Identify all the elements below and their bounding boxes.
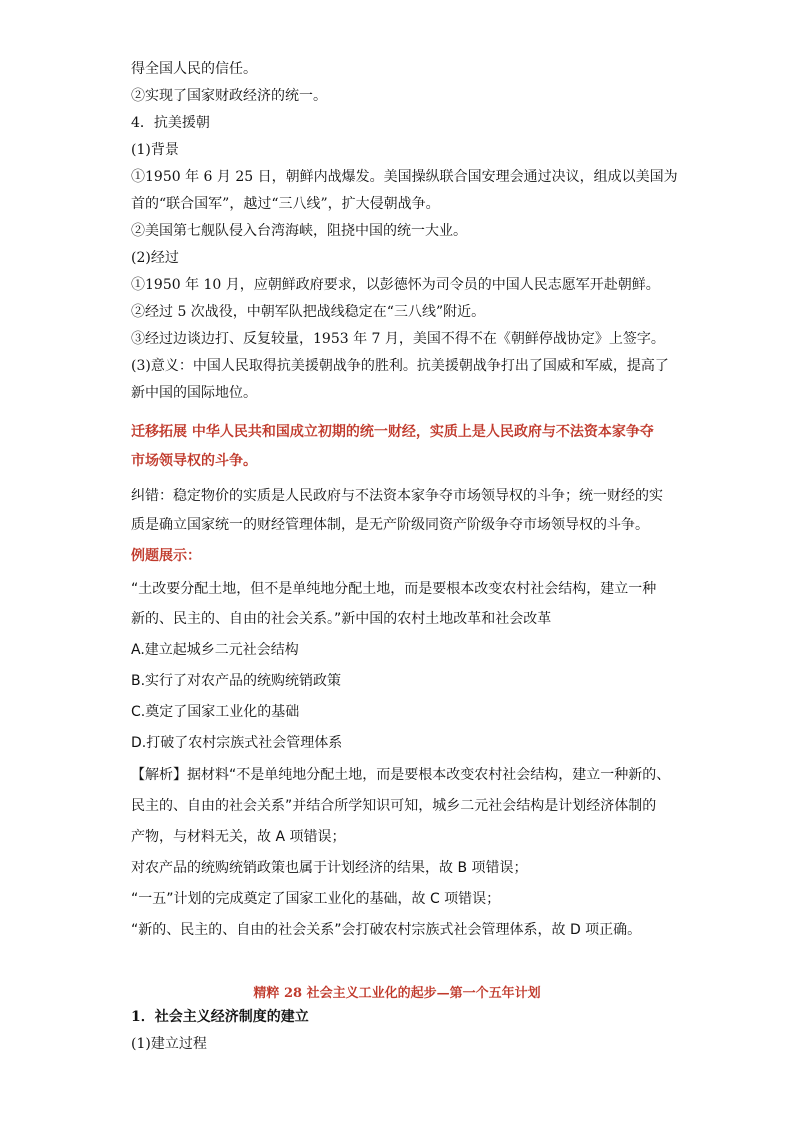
analysis-text: 民主的、自由的社会关系”并结合所学知识可知，城乡二元社会结构是计划经济体制的 xyxy=(131,798,657,814)
analysis-text: 产物，与材料无关，故 A 项错误； xyxy=(131,829,346,845)
correction-text: 纠错：稳定物价的实质是人民政府与不法资本家争夺市场领导权的斗争；统一财经的实 xyxy=(131,488,663,504)
text-line: 得全国人民的信任。 xyxy=(131,61,257,77)
question-stem: “土改要分配土地，但不是单纯地分配土地，而是要根本改变农村社会结构，建立一种 xyxy=(131,581,657,597)
text-line: ②实现了国家财政经济的统一。 xyxy=(131,88,327,104)
text-line: 新中国的国际地位。 xyxy=(131,385,257,401)
analysis-text: “一五”计划的完成奠定了国家工业化的基础，故 C 项错误； xyxy=(131,891,501,907)
text-line: (3)意义：中国人民取得抗美援朝战争的胜利。抗美援朝战争打出了国威和军威，提高了 xyxy=(131,358,669,374)
text-line: ①1950 年 6 月 25 日，朝鲜内战爆发。美国操纵联合国安理会通过决议，组成以美国为 xyxy=(131,169,678,185)
subheading: (1)建立过程 xyxy=(131,1036,207,1052)
question-stem: 新的、民主的、自由的社会关系。”新中国的农村土地改革和社会改革 xyxy=(131,611,552,627)
section-title: 精粹 28 社会主义工业化的起步—第一个五年计划 xyxy=(253,986,541,1001)
analysis-text: 【解析】据材料“不是单纯地分配土地，而是要根本改变农村社会结构，建立一种新的、 xyxy=(131,767,671,783)
subheading: (2)经过 xyxy=(131,250,179,266)
option-a: A.建立起城乡二元社会结构 xyxy=(131,642,299,658)
example-heading: 例题展示： xyxy=(131,548,201,564)
text-line: ②美国第七舰队侵入台湾海峡，阻挠中国的统一大业。 xyxy=(131,223,467,239)
correction-text: 质是确立国家统一的财经管理体制，是无产阶级同资产阶级争夺市场领导权的斗争。 xyxy=(131,517,649,533)
text-line: 首的“联合国军”，越过“三八线”，扩大侵朝战争。 xyxy=(131,196,440,212)
analysis-text: 对农产品的统购统销政策也属于计划经济的结果，故 B 项错误； xyxy=(131,860,528,876)
option-d: D.打破了农村宗族式社会管理体系 xyxy=(131,735,343,751)
analysis-text: “新的、民主的、自由的社会关系”会打破农村宗族式社会管理体系，故 D 项正确。 xyxy=(131,922,642,938)
extension-note: 迁移拓展 中华人民共和国成立初期的统一财经，实质上是人民政府与不法资本家争夺 xyxy=(131,424,654,440)
section-heading: 4．抗美援朝 xyxy=(131,115,210,131)
text-line: ②经过 5 次战役，中朝军队把战线稳定在“三八线”附近。 xyxy=(131,304,486,320)
option-b: B.实行了对农产品的统购统销政策 xyxy=(131,673,342,689)
extension-note: 市场领导权的斗争。 xyxy=(131,453,257,469)
section-heading: 1．社会主义经济制度的建立 xyxy=(131,1009,309,1025)
option-c: C.奠定了国家工业化的基础 xyxy=(131,704,300,720)
text-line: ①1950 年 10 月，应朝鲜政府要求，以彭德怀为司令员的中国人民志愿军开赴朝鲜。 xyxy=(131,277,660,293)
subheading: (1)背景 xyxy=(131,142,179,158)
text-line: ③经过边谈边打、反复较量，1953 年 7 月，美国不得不在《朝鲜停战协定》上签字。 xyxy=(131,331,665,347)
